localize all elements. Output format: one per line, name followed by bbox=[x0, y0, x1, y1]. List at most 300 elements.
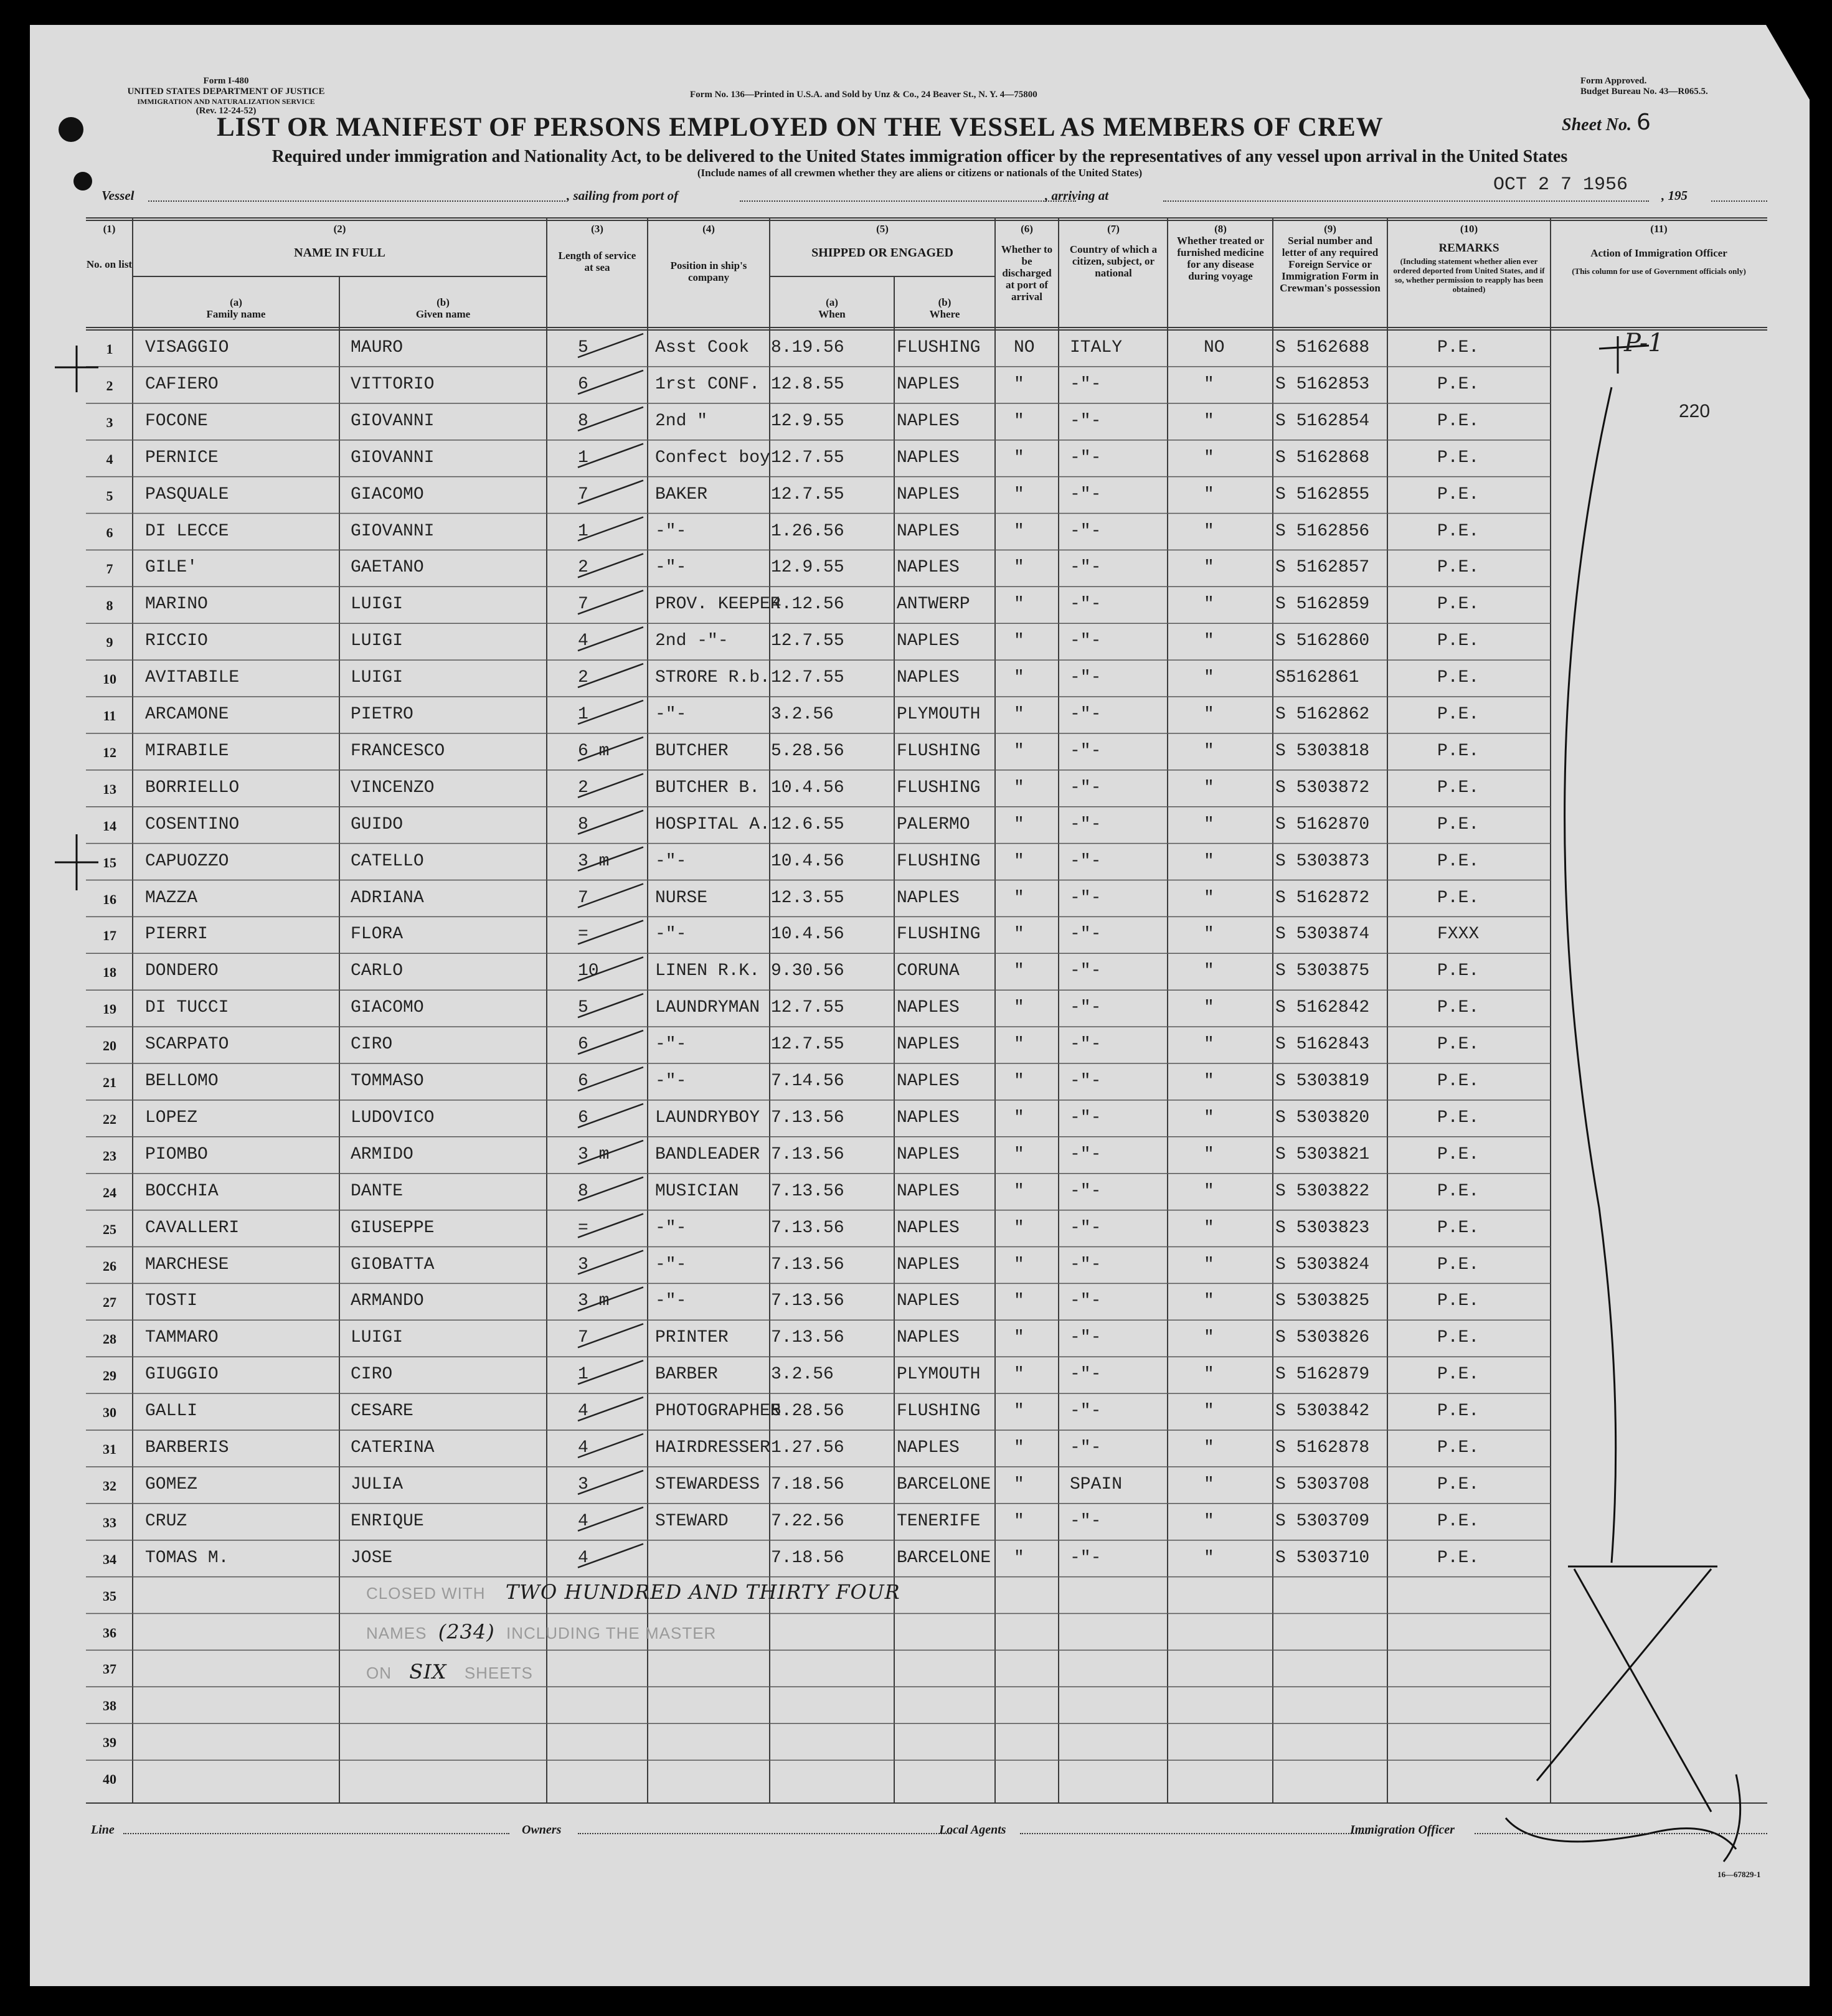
cell-service: 4 bbox=[578, 631, 588, 651]
cell-when: 7.13.56 bbox=[771, 1328, 844, 1348]
cell-where: NAPLES bbox=[897, 1291, 960, 1311]
date-stamp: OCT 2 7 1956 bbox=[1493, 174, 1628, 195]
cell-where: BARCELONE bbox=[897, 1474, 991, 1494]
approval-line: Form Approved. bbox=[1580, 76, 1647, 86]
cell-service: 3 m bbox=[578, 1144, 610, 1164]
cell-country: -"- bbox=[1070, 484, 1102, 504]
row-number: 37 bbox=[103, 1661, 116, 1677]
cell-when: 12.7.55 bbox=[771, 668, 844, 688]
cell-service: 3 m bbox=[578, 1291, 610, 1311]
cell-serial: S 5303822 bbox=[1275, 1181, 1370, 1201]
cell-remarks: P.E. bbox=[1437, 668, 1480, 688]
cell-country: -"- bbox=[1070, 448, 1102, 468]
col8-header bbox=[1171, 223, 1270, 282]
cell-when: 7.13.56 bbox=[771, 1291, 844, 1311]
cell-when: 12.7.55 bbox=[771, 998, 844, 1018]
cell-position: -"- bbox=[655, 1072, 687, 1091]
form-identification bbox=[86, 76, 366, 116]
cell-position: BANDLEADER bbox=[655, 1144, 760, 1164]
vessel-field bbox=[148, 200, 565, 202]
cell-where: NAPLES bbox=[897, 1218, 960, 1238]
cell-medicine: " bbox=[1204, 741, 1214, 761]
col3-label: Length of service at sea bbox=[558, 250, 636, 273]
row-number: 28 bbox=[103, 1331, 116, 1347]
cell-service: 2 bbox=[578, 668, 588, 688]
cell-given: LUIGI bbox=[351, 631, 404, 651]
cell-where: NAPLES bbox=[897, 888, 960, 908]
cell-serial: S 5303874 bbox=[1275, 925, 1370, 944]
cell-family: BOCCHIA bbox=[145, 1181, 219, 1201]
cell-where: NAPLES bbox=[897, 1144, 960, 1164]
row-number: 25 bbox=[103, 1221, 116, 1237]
arriving-port-field bbox=[1163, 200, 1649, 202]
cell-remarks: P.E. bbox=[1437, 595, 1480, 615]
cell-country: -"- bbox=[1070, 1511, 1102, 1531]
cell-position: -"- bbox=[655, 1035, 687, 1055]
cell-where: FLUSHING bbox=[897, 338, 981, 357]
row-number: 4 bbox=[106, 451, 113, 467]
cell-when: 3.2.56 bbox=[771, 705, 834, 724]
cell-remarks: P.E. bbox=[1437, 1291, 1480, 1311]
row-number: 31 bbox=[103, 1441, 116, 1457]
cell-when: 7.13.56 bbox=[771, 1181, 844, 1201]
cell-given: GAETANO bbox=[351, 558, 424, 578]
col2a-letter: (a) bbox=[230, 296, 242, 308]
cell-family: FOCONE bbox=[145, 411, 208, 431]
cell-given: GIOBATTA bbox=[351, 1255, 435, 1274]
sheet-number: 6 bbox=[1636, 110, 1651, 135]
cell-country: -"- bbox=[1070, 1548, 1102, 1568]
cell-medicine: " bbox=[1204, 778, 1214, 798]
row-number: 17 bbox=[103, 928, 116, 944]
cell-where: NAPLES bbox=[897, 1328, 960, 1348]
cell-discharged: " bbox=[1014, 1438, 1024, 1458]
cell-medicine: " bbox=[1204, 961, 1214, 981]
col9-header bbox=[1275, 223, 1385, 294]
cell-discharged: " bbox=[1014, 1218, 1024, 1238]
cell-service: 4 bbox=[578, 1438, 588, 1458]
col6-label: Whether to be discharged at port of arrival bbox=[1001, 243, 1053, 303]
cell-remarks: P.E. bbox=[1437, 521, 1480, 541]
cell-when: 3.2.56 bbox=[771, 1365, 834, 1385]
row-number: 6 bbox=[106, 524, 113, 540]
cell-country: -"- bbox=[1070, 1291, 1102, 1311]
cell-position: -"- bbox=[655, 558, 687, 578]
cell-where: NAPLES bbox=[897, 668, 960, 688]
row-number: 20 bbox=[103, 1038, 116, 1054]
cell-serial: S 5303710 bbox=[1275, 1548, 1370, 1568]
cell-position: PRINTER bbox=[655, 1328, 729, 1348]
cell-remarks: P.E. bbox=[1437, 558, 1480, 578]
cell-position: PHOTOGRAPHER bbox=[655, 1401, 781, 1421]
cell-where: NAPLES bbox=[897, 448, 960, 468]
cell-medicine: " bbox=[1204, 705, 1214, 724]
cell-serial: S 5303820 bbox=[1275, 1108, 1370, 1128]
cell-remarks: P.E. bbox=[1437, 374, 1480, 394]
row-number: 9 bbox=[106, 634, 113, 651]
col8-number: (8) bbox=[1214, 223, 1227, 235]
cell-service: 2 bbox=[578, 778, 588, 798]
cell-serial: S 5162842 bbox=[1275, 998, 1370, 1018]
cell-discharged: " bbox=[1014, 1035, 1024, 1055]
cell-remarks: P.E. bbox=[1437, 1072, 1480, 1091]
cell-service: 6 bbox=[578, 1072, 588, 1091]
cell-remarks: P.E. bbox=[1437, 814, 1480, 834]
closing-names-text: NAMES bbox=[366, 1624, 427, 1642]
col11-note: (This column for use of Government officials only) bbox=[1572, 266, 1746, 276]
row-number: 14 bbox=[103, 817, 116, 834]
cell-serial: S 5162857 bbox=[1275, 558, 1370, 578]
col6-number: (6) bbox=[1021, 223, 1033, 235]
cell-given: ENRIQUE bbox=[351, 1511, 424, 1531]
cell-medicine: " bbox=[1204, 1365, 1214, 1385]
department-name: UNITED STATES DEPARTMENT OF JUSTICE bbox=[127, 87, 325, 97]
cell-remarks: P.E. bbox=[1437, 888, 1480, 908]
row-number: 33 bbox=[103, 1514, 116, 1530]
cell-position: MUSICIAN bbox=[655, 1181, 739, 1201]
row-number: 36 bbox=[103, 1624, 116, 1641]
print-line: Form No. 136—Printed in U.S.A. and Sold by Unz & Co., 24 Beaver St., N. Y. 4—75800 bbox=[690, 90, 1037, 100]
row-number: 1 bbox=[106, 341, 113, 357]
cell-when: 7.18.56 bbox=[771, 1548, 844, 1568]
cell-where: NAPLES bbox=[897, 631, 960, 651]
cell-discharged: " bbox=[1014, 374, 1024, 394]
cell-country: -"- bbox=[1070, 888, 1102, 908]
sheet-label: Sheet No. bbox=[1562, 115, 1631, 134]
cell-when: 12.3.55 bbox=[771, 888, 844, 908]
cell-serial: S 5303842 bbox=[1275, 1401, 1370, 1421]
cell-family: TOSTI bbox=[145, 1291, 198, 1311]
cell-discharged: " bbox=[1014, 1365, 1024, 1385]
col1-header bbox=[86, 223, 133, 270]
cell-serial: S 5303872 bbox=[1275, 778, 1370, 798]
cell-family: BORRIELLO bbox=[145, 778, 240, 798]
cell-medicine: " bbox=[1204, 998, 1214, 1018]
cell-position: -"- bbox=[655, 1218, 687, 1238]
cell-medicine: " bbox=[1204, 521, 1214, 541]
cell-when: 7.18.56 bbox=[771, 1474, 844, 1494]
cell-where: BARCELONE bbox=[897, 1548, 991, 1568]
revision: (Rev. 12-24-52) bbox=[196, 106, 257, 116]
cell-where: NAPLES bbox=[897, 1072, 960, 1091]
cell-given: CARLO bbox=[351, 961, 404, 981]
cell-country: -"- bbox=[1070, 705, 1102, 724]
cell-serial: S 5303823 bbox=[1275, 1218, 1370, 1238]
row-number: 16 bbox=[103, 891, 116, 907]
cell-position: STEWARDESS bbox=[655, 1474, 760, 1494]
cell-serial: S 5162853 bbox=[1275, 374, 1370, 394]
cell-position: NURSE bbox=[655, 888, 708, 908]
cell-country: -"- bbox=[1070, 851, 1102, 871]
cell-serial: S 5303708 bbox=[1275, 1474, 1370, 1494]
row-number: 15 bbox=[103, 854, 116, 870]
cell-country: -"- bbox=[1070, 1108, 1102, 1128]
row-number: 23 bbox=[103, 1147, 116, 1164]
cell-where: ANTWERP bbox=[897, 595, 970, 615]
col10-note: (Including statement whether alien ever ordered deported from United States, and if so, whether permission to reapply has been obtained) bbox=[1393, 257, 1545, 294]
row-number: 18 bbox=[103, 964, 116, 981]
cell-remarks: P.E. bbox=[1437, 1255, 1480, 1274]
cell-serial: S 5303818 bbox=[1275, 741, 1370, 761]
col6-header bbox=[998, 223, 1056, 303]
col8-label: Whether treated or furnished medicine for any disease during voyage bbox=[1176, 235, 1265, 282]
cell-given: MAURO bbox=[351, 338, 404, 357]
cell-when: 7.22.56 bbox=[771, 1511, 844, 1531]
sailing-label: , sailing from port of bbox=[567, 188, 679, 203]
cell-when: 7.13.56 bbox=[771, 1218, 844, 1238]
col2b-letter: (b) bbox=[437, 296, 450, 308]
cell-service: = bbox=[578, 925, 588, 944]
year-field bbox=[1711, 200, 1767, 202]
cell-service: 7 bbox=[578, 595, 588, 615]
cell-serial: S 5303824 bbox=[1275, 1255, 1370, 1274]
cell-country: -"- bbox=[1070, 741, 1102, 761]
cell-service: 4 bbox=[578, 1548, 588, 1568]
punch-hole bbox=[59, 117, 83, 142]
cell-position: Asst Cook bbox=[655, 338, 750, 357]
cell-given: CIRO bbox=[351, 1365, 393, 1385]
cell-family: CAPUOZZO bbox=[145, 851, 229, 871]
cell-position: -"- bbox=[655, 851, 687, 871]
cell-given: FRANCESCO bbox=[351, 741, 445, 761]
cell-when: 12.8.55 bbox=[771, 374, 844, 394]
cell-given: GIUSEPPE bbox=[351, 1218, 435, 1238]
cell-service: 4 bbox=[578, 1401, 588, 1421]
cell-discharged: " bbox=[1014, 961, 1024, 981]
cell-discharged: " bbox=[1014, 1474, 1024, 1494]
cell-given: GIACOMO bbox=[351, 998, 424, 1018]
cell-discharged: " bbox=[1014, 1291, 1024, 1311]
cell-given: GIOVANNI bbox=[351, 411, 435, 431]
cell-given: FLORA bbox=[351, 925, 404, 944]
cell-position: 2nd -"- bbox=[655, 631, 729, 651]
cell-service: 6 bbox=[578, 1035, 588, 1055]
cell-service: 1 bbox=[578, 705, 588, 724]
cell-when: 7.13.56 bbox=[771, 1144, 844, 1164]
row-number: 29 bbox=[103, 1368, 116, 1384]
cell-country: -"- bbox=[1070, 961, 1102, 981]
col2b-label: Given name bbox=[415, 308, 471, 320]
cell-given: DANTE bbox=[351, 1181, 404, 1201]
cell-when: 12.6.55 bbox=[771, 814, 844, 834]
cell-when: 12.7.55 bbox=[771, 1035, 844, 1055]
cell-discharged: " bbox=[1014, 1108, 1024, 1128]
row-number: 27 bbox=[103, 1294, 116, 1311]
cell-when: 4.12.56 bbox=[771, 595, 844, 615]
cell-remarks: P.E. bbox=[1437, 1035, 1480, 1055]
approval-block bbox=[1580, 76, 1708, 97]
form-number: Form I-480 bbox=[203, 76, 249, 86]
cell-country: -"- bbox=[1070, 1365, 1102, 1385]
cell-serial: S 5303825 bbox=[1275, 1291, 1370, 1311]
cell-where: NAPLES bbox=[897, 1438, 960, 1458]
cell-remarks: P.E. bbox=[1437, 1144, 1480, 1164]
cell-when: 1.26.56 bbox=[771, 521, 844, 541]
cell-medicine: " bbox=[1204, 448, 1214, 468]
col5b-label: Where bbox=[929, 308, 960, 320]
cell-when: 10.4.56 bbox=[771, 778, 844, 798]
cell-service: 5 bbox=[578, 998, 588, 1018]
cell-family: AVITABILE bbox=[145, 668, 240, 688]
row-number: 12 bbox=[103, 744, 116, 760]
cell-where: CORUNA bbox=[897, 961, 960, 981]
col3-header bbox=[556, 223, 638, 273]
cell-country: -"- bbox=[1070, 1181, 1102, 1201]
row-number: 40 bbox=[103, 1771, 116, 1788]
cell-given: CATELLO bbox=[351, 851, 424, 871]
cell-where: FLUSHING bbox=[897, 778, 981, 798]
cell-medicine: " bbox=[1204, 558, 1214, 578]
cell-family: BELLOMO bbox=[145, 1072, 219, 1091]
form-code: 16—67829-1 bbox=[1717, 1870, 1761, 1879]
col5a-header bbox=[770, 296, 894, 320]
closing-including-text: INCLUDING THE MASTER bbox=[506, 1624, 717, 1642]
cell-family: GILE' bbox=[145, 558, 198, 578]
cell-country: -"- bbox=[1070, 1072, 1102, 1091]
cell-serial: S 5162872 bbox=[1275, 888, 1370, 908]
cell-remarks: P.E. bbox=[1437, 1181, 1480, 1201]
cell-serial: S 5162843 bbox=[1275, 1035, 1370, 1055]
cell-service: 7 bbox=[578, 484, 588, 504]
cell-family: MIRABILE bbox=[145, 741, 229, 761]
cell-service: 1 bbox=[578, 448, 588, 468]
officer-count: 220 bbox=[1679, 401, 1711, 422]
cell-position: -"- bbox=[655, 925, 687, 944]
cell-discharged: " bbox=[1014, 814, 1024, 834]
row-number: 19 bbox=[103, 1001, 116, 1017]
cell-medicine: " bbox=[1204, 814, 1214, 834]
cell-serial: S 5162870 bbox=[1275, 814, 1370, 834]
cell-given: LUIGI bbox=[351, 668, 404, 688]
cell-family: RICCIO bbox=[145, 631, 208, 651]
footer-officer-field bbox=[1475, 1833, 1767, 1834]
cell-service: 3 m bbox=[578, 851, 610, 871]
cell-discharged: " bbox=[1014, 1328, 1024, 1348]
cell-service: 8 bbox=[578, 814, 588, 834]
cell-position: -"- bbox=[655, 1255, 687, 1274]
closing-handwritten-count: TWO HUNDRED AND THIRTY FOUR bbox=[505, 1580, 900, 1604]
cell-given: ADRIANA bbox=[351, 888, 424, 908]
cell-medicine: " bbox=[1204, 1072, 1214, 1091]
cell-family: PIERRI bbox=[145, 925, 208, 944]
cell-discharged: " bbox=[1014, 1181, 1024, 1201]
cell-remarks: FXXX bbox=[1437, 925, 1480, 944]
cell-country: -"- bbox=[1070, 1438, 1102, 1458]
cell-given: LUIGI bbox=[351, 1328, 404, 1348]
cell-remarks: P.E. bbox=[1437, 1511, 1480, 1531]
row-number: 3 bbox=[106, 414, 113, 430]
cell-given: JOSE bbox=[351, 1548, 393, 1568]
cell-where: NAPLES bbox=[897, 484, 960, 504]
cell-family: TAMMARO bbox=[145, 1328, 219, 1348]
cell-remarks: P.E. bbox=[1437, 961, 1480, 981]
col10-number: (10) bbox=[1460, 223, 1478, 235]
row-number: 7 bbox=[106, 561, 113, 577]
cell-country: -"- bbox=[1070, 1035, 1102, 1055]
cell-where: NAPLES bbox=[897, 521, 960, 541]
cell-where: NAPLES bbox=[897, 1181, 960, 1201]
cell-remarks: P.E. bbox=[1437, 1108, 1480, 1128]
cell-country: -"- bbox=[1070, 521, 1102, 541]
row-number: 39 bbox=[103, 1735, 116, 1751]
col11-header bbox=[1554, 223, 1764, 276]
cell-position: -"- bbox=[655, 521, 687, 541]
cell-when: 7.13.56 bbox=[771, 1108, 844, 1128]
cell-where: NAPLES bbox=[897, 1035, 960, 1055]
cell-medicine: " bbox=[1204, 595, 1214, 615]
cell-serial: S 5162856 bbox=[1275, 521, 1370, 541]
cell-service: 7 bbox=[578, 888, 588, 908]
cell-medicine: " bbox=[1204, 1401, 1214, 1421]
cell-family: PIOMBO bbox=[145, 1144, 208, 1164]
cell-remarks: P.E. bbox=[1437, 851, 1480, 871]
cell-country: -"- bbox=[1070, 595, 1102, 615]
cell-position: 2nd " bbox=[655, 411, 708, 431]
cell-service: 6 bbox=[578, 1108, 588, 1128]
cell-where: NAPLES bbox=[897, 374, 960, 394]
closing-line-2 bbox=[366, 1620, 716, 1644]
cell-where: NAPLES bbox=[897, 558, 960, 578]
cell-country: -"- bbox=[1070, 631, 1102, 651]
cell-where: PLYMOUTH bbox=[897, 705, 981, 724]
cell-remarks: P.E. bbox=[1437, 484, 1480, 504]
cell-medicine: NO bbox=[1204, 338, 1225, 357]
col4-number: (4) bbox=[702, 223, 715, 235]
cell-where: PALERMO bbox=[897, 814, 970, 834]
cell-medicine: " bbox=[1204, 1181, 1214, 1201]
col2-number: (2) bbox=[333, 223, 346, 235]
cell-country: -"- bbox=[1070, 668, 1102, 688]
closing-printed-text: CLOSED WITH bbox=[366, 1584, 486, 1603]
cell-medicine: " bbox=[1204, 1474, 1214, 1494]
row-number: 32 bbox=[103, 1477, 116, 1494]
cell-given: LUIGI bbox=[351, 595, 404, 615]
cell-discharged: " bbox=[1014, 521, 1024, 541]
cell-medicine: " bbox=[1204, 851, 1214, 871]
cell-given: CIRO bbox=[351, 1035, 393, 1055]
year-label: , 195 bbox=[1661, 188, 1688, 203]
cell-country: SPAIN bbox=[1070, 1474, 1123, 1494]
cell-position: 1rst CONF. bbox=[655, 374, 760, 394]
cell-medicine: " bbox=[1204, 668, 1214, 688]
cell-service: 1 bbox=[578, 521, 588, 541]
closing-on-text: ON bbox=[366, 1664, 392, 1682]
footer-line-label: Line bbox=[91, 1823, 115, 1837]
cell-medicine: " bbox=[1204, 411, 1214, 431]
cell-position: STEWARD bbox=[655, 1511, 729, 1531]
cell-remarks: P.E. bbox=[1437, 1328, 1480, 1348]
closing-sheets-text: SHEETS bbox=[464, 1664, 533, 1682]
cell-family: DONDERO bbox=[145, 961, 219, 981]
cell-family: CAFIERO bbox=[145, 374, 219, 394]
manifest-title: LIST OR MANIFEST OF PERSONS EMPLOYED ON THE VESSEL AS MEMBERS OF CREW bbox=[217, 113, 1384, 142]
cell-remarks: P.E. bbox=[1437, 998, 1480, 1018]
cell-remarks: P.E. bbox=[1437, 1474, 1480, 1494]
cell-discharged: " bbox=[1014, 705, 1024, 724]
cell-when: 12.7.55 bbox=[771, 448, 844, 468]
cell-position: -"- bbox=[655, 705, 687, 724]
cell-when: 7.13.56 bbox=[771, 1255, 844, 1274]
budget-bureau-line: Budget Bureau No. 43—R065.5. bbox=[1580, 87, 1708, 97]
col7-header bbox=[1064, 223, 1163, 279]
cell-country: -"- bbox=[1070, 1218, 1102, 1238]
cell-given: VITTORIO bbox=[351, 374, 435, 394]
cell-country: -"- bbox=[1070, 1144, 1102, 1164]
cell-medicine: " bbox=[1204, 484, 1214, 504]
cell-medicine: " bbox=[1204, 1144, 1214, 1164]
cell-where: NAPLES bbox=[897, 1255, 960, 1274]
cell-service: 2 bbox=[578, 558, 588, 578]
